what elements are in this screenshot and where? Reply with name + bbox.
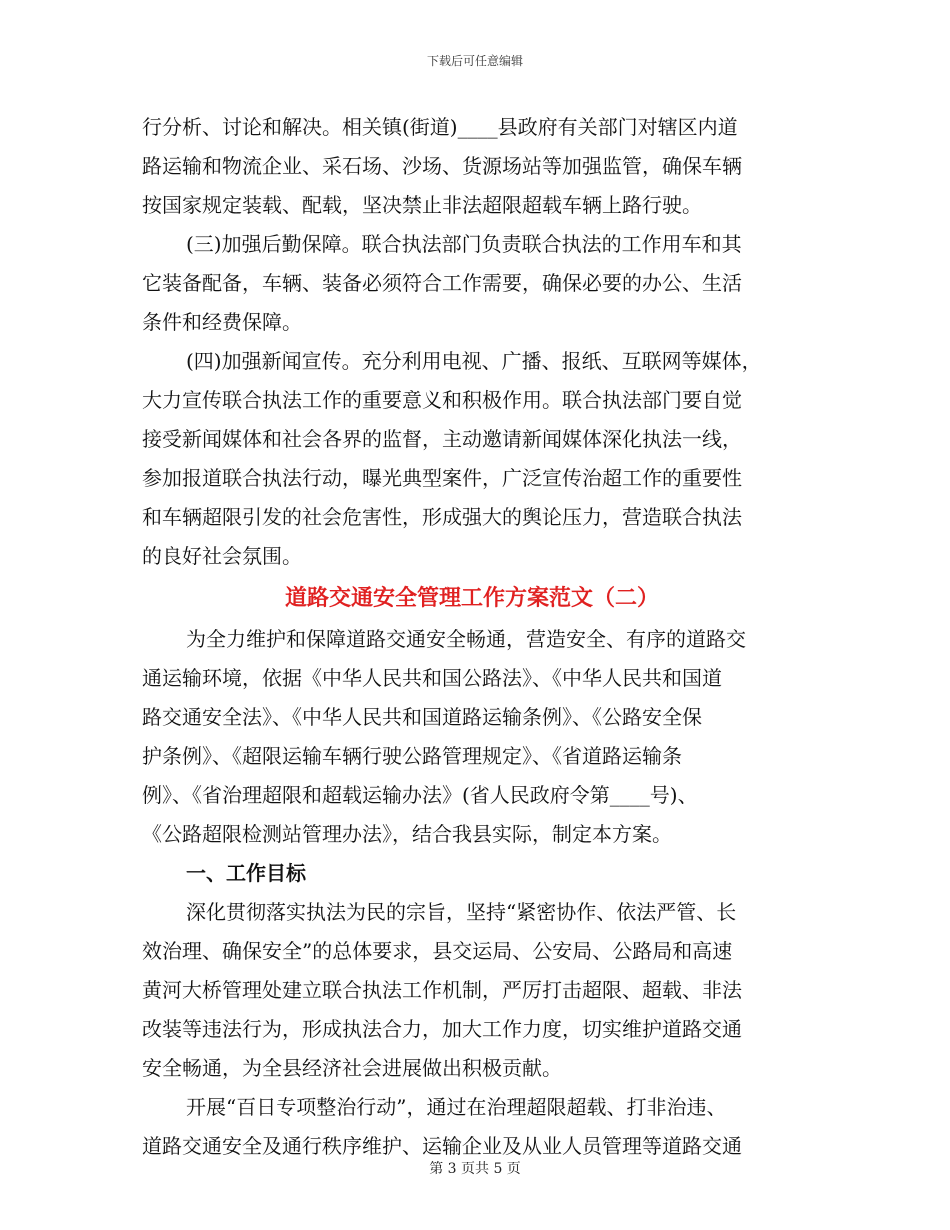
text-line: 大力宣传联合执法工作的重要意义和积极作用。联合执法部门要自觉	[142, 388, 742, 412]
paragraph-5	[142, 893, 802, 1088]
text-line: 道路交通安全及通行秩序维护、运输企业及从业人员管理等道路交通	[142, 1134, 742, 1158]
paragraph-4	[142, 620, 802, 854]
text-line: 条件和经费保障。	[142, 310, 302, 334]
text-line: 通运输环境，依据《中华人民共和国公路法》、《中华人民共和国道	[142, 666, 722, 690]
document-body	[142, 108, 802, 1166]
text-line: 黄河大桥管理处建立联合执法工作机制，严厉打击超限、超载、非法	[142, 978, 742, 1002]
page-header: 下载后可任意编辑	[426, 54, 523, 68]
text-line: 效治理、确保安全”的总体要求，县交运局、公安局、公路局和高速	[142, 939, 733, 963]
page-footer: 第 3 页共 5 页	[429, 1161, 521, 1177]
text-line: 路交通安全法》、《中华人民共和国道路运输条例》、《公路安全保	[142, 705, 702, 729]
paragraph-1	[142, 108, 802, 225]
text-line: 安全畅通，为全县经济社会进展做出积极贡献。	[142, 1056, 562, 1080]
text-line: (三)加强后勤保障。联合执法部门负责联合执法的工作用车和其	[186, 232, 742, 256]
text-line: 《公路超限检测站管理办法》，结合我县实际，制定本方案。	[142, 822, 672, 846]
text-line: 按国家规定装载、配载，坚决禁止非法超限超载车辆上路行驶。	[142, 193, 702, 217]
text-line: 接受新闻媒体和社会各界的监督，主动邀请新闻媒体深化执法一线，	[142, 427, 742, 451]
text-line: 行分析、讨论和解决。相关镇(街道)____县政府有关部门对辖区内道	[142, 115, 738, 139]
text-line: 改装等违法行为，形成执法合力，加大工作力度，切实维护道路交通	[142, 1017, 742, 1041]
paragraph-6	[142, 1088, 802, 1166]
text-line: 为全力维护和保障道路交通安全畅通，营造安全、有序的道路交	[186, 627, 746, 651]
text-line: 例》、《省治理超限和超载运输办法》(省人民政府令第____号)、	[142, 783, 698, 807]
text-line: 深化贯彻落实执法为民的宗旨，坚持“紧密协作、依法严管、长	[186, 900, 737, 924]
text-line: 开展“百日专项整治行动”，通过在治理超限超载、打非治违、	[186, 1095, 727, 1119]
section-title: 道路交通安全管理工作方案范文（二）	[284, 585, 659, 611]
text-line: 参加报道联合执法行动，曝光典型案件，广泛宣传治超工作的重要性	[142, 466, 742, 490]
text-line: 和车辆超限引发的社会危害性，形成强大的舆论压力，营造联合执法	[142, 505, 742, 529]
text-line: 路运输和物流企业、采石场、沙场、货源场站等加强监管，确保车辆	[142, 154, 742, 178]
text-line: 它装备配备，车辆、装备必须符合工作需要，确保必要的办公、生活	[142, 271, 742, 295]
subheading-work-goals: 一、工作目标	[186, 861, 306, 885]
paragraph-2	[142, 225, 802, 342]
text-line: 护条例》、《超限运输车辆行驶公路管理规定》、《省道路运输条	[142, 744, 682, 768]
paragraph-3	[142, 342, 802, 576]
text-line: (四)加强新闻宣传。充分利用电视、广播、报纸、互联网等媒体，	[186, 349, 762, 373]
text-line: 的良好社会氛围。	[142, 544, 302, 568]
